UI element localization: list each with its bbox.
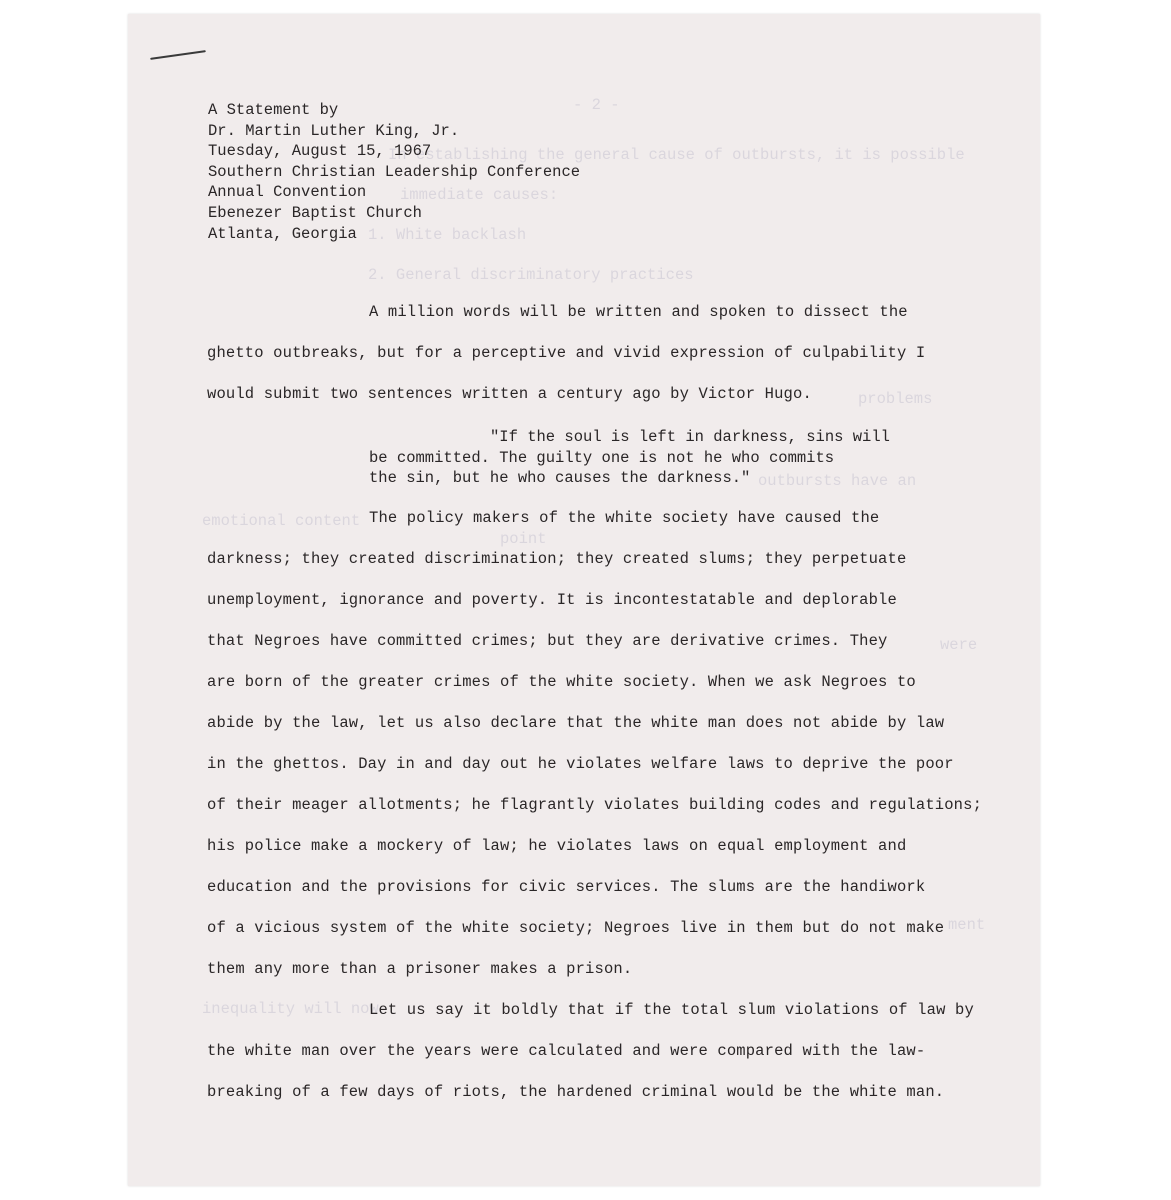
bleed-through-text: ment [948,916,986,934]
quote-line: the sin, but he who causes the darkness." [369,469,751,488]
header-line: Ebenezer Baptist Church [208,203,422,222]
body-line: A million words will be written and spoken to dissect the [369,303,908,321]
bleed-through-text: inequality will now [202,1000,379,1018]
bleed-through-text: In establishing the general cause of outbursts, it is possible [388,146,965,164]
body-line: them any more than a prisoner makes a prison. [207,960,633,978]
body-line: abide by the law, let us also declare that the white man does not abide by law [207,714,945,732]
body-line: that Negroes have committed crimes; but they are derivative crimes. They [207,632,888,650]
bleed-through-text: 2. General discriminatory practices [368,266,694,284]
quote-line: "If the soul is left in darkness, sins will [490,428,890,446]
body-line: education and the provisions for civic services. The slums are the handiwork [207,878,926,896]
header-line: Dr. Martin Luther King, Jr. [208,121,460,140]
bleed-through-text: were [940,636,978,654]
body-line: The policy makers of the white society have caused the [369,509,880,527]
header-line: Southern Christian Leadership Conference [208,162,581,181]
header-line: Atlanta, Georgia [208,224,357,243]
body-line: are born of the greater crimes of the white society. When we ask Negroes to [207,673,916,691]
bleed-through-text: 1. White backlash [368,226,527,244]
bleed-through-text: immediate causes: [400,186,559,204]
body-line: darkness; they created discrimination; they created slums; they perpetuate [207,550,907,568]
body-line: his police make a mockery of law; he violates laws on equal employment and [207,837,907,855]
body-line: unemployment, ignorance and poverty. It is incontestatable and deplorable [207,591,897,609]
body-line: of their meager allotments; he flagrantly violates building codes and regulations; [207,796,983,814]
document-page [128,14,1040,1186]
body-line: would submit two sentences written a century ago by Victor Hugo. [207,385,812,403]
body-line: Let us say it boldly that if the total slum violations of law by [369,1001,974,1019]
body-line: the white man over the years were calculated and were compared with the law- [207,1042,926,1060]
bleed-through-text: outbursts have an [758,472,917,490]
victor-hugo-quote [369,427,890,489]
body-line: breaking of a few days of riots, the hardened criminal would be the white man. [207,1083,945,1101]
pen-stroke-mark [150,50,206,60]
body-line: in the ghettos. Day in and day out he violates welfare laws to deprive the poor [207,755,954,773]
quote-line: be committed. The guilty one is not he who commits [369,448,835,467]
bleed-through-text: problems [858,390,933,408]
header-line: Annual Convention [208,183,367,202]
bleed-through-text: emotional content [202,512,361,530]
body-line: ghetto outbreaks, but for a perceptive and vivid expression of culpability I [207,344,926,362]
bleed-through-text: point [500,530,547,548]
bleed-through-text: - 2 - [573,96,620,114]
header-line: A Statement by [208,101,339,119]
header-line: Tuesday, August 15, 1967 [208,142,432,161]
statement-header [208,100,580,244]
body-line: of a vicious system of the white society; Negroes live in them but do not make [207,919,945,937]
